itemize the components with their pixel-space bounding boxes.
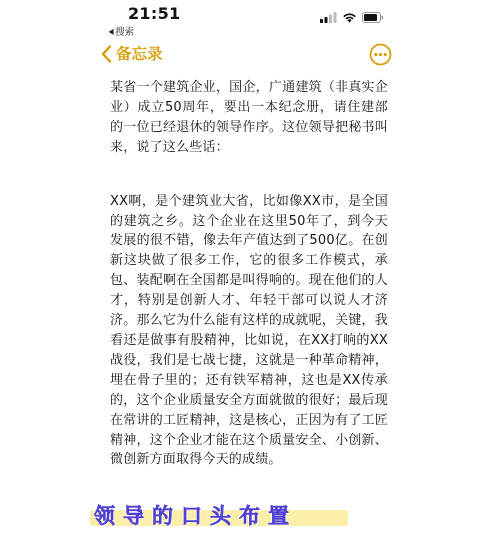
chevron-left-icon <box>101 45 112 63</box>
signal-icon <box>320 12 337 23</box>
ellipsis-circle-icon[interactable] <box>369 43 392 66</box>
battery-icon <box>362 12 384 23</box>
status-icons <box>320 12 382 24</box>
back-to-app-label: 搜索 <box>115 27 135 38</box>
notes-back-button[interactable] <box>101 44 163 64</box>
nav-bar <box>0 38 500 72</box>
caption-text: 领导的口头布置 <box>94 504 297 528</box>
notes-back-label: 备忘录 <box>116 45 163 63</box>
back-to-app-link[interactable] <box>108 24 134 38</box>
back-triangle-icon: ◀ <box>108 26 114 36</box>
caption <box>88 498 388 528</box>
status-time: 21:51 <box>128 4 181 23</box>
note-paragraph: XX啊，是个建筑业大省，比如像XX市，是全国的建筑之乡。这个企业在这里50年了，到今天发展的很不错，像去年产值达到了500亿。在创新这块做了很多工作，它的很多工作模式，承包、装配啊在全国都是叫得响的。现在他们的人才，特别是创新人才、年轻干部可以说人才济济。那么它为什么能有这样的成就呢，关键，我看还是做事有股精神，比如说，在XX打响的XX战役，我们是七战七捷，这就是一种革命精神，埋在骨子里的；还有铁军精神，这也是XX传承的，这个企业质量安全方面就做的很好；最后现在常讲的工匠精神，这是核心，正因为有了工匠精神，这个企业才能在这个质量安全、小创新、微创新方面取得今天的成绩。 <box>110 193 388 468</box>
note-body[interactable] <box>110 78 388 470</box>
wifi-icon <box>342 12 357 23</box>
status-bar <box>0 0 500 38</box>
note-paragraph: 某省一个建筑企业，国企，广通建筑（非真实企业）成立50周年，要出一本纪念册，请住建部的一位已经退休的领导作序。这位领导把秘书叫来，说了这么些话： <box>110 80 388 155</box>
